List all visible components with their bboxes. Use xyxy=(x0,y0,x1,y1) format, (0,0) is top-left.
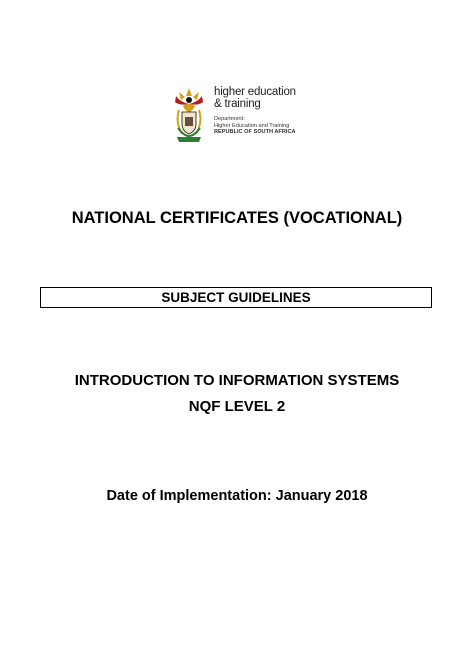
subject-title: INTRODUCTION TO INFORMATION SYSTEMS xyxy=(74,372,400,389)
logo-text xyxy=(214,87,334,136)
logo-line-higher-education: higher education xyxy=(214,86,296,98)
coat-of-arms-icon xyxy=(170,84,208,146)
logo-republic: REPUBLIC OF SOUTH AFRICA xyxy=(214,129,296,136)
document-title: NATIONAL CERTIFICATES (VOCATIONAL) xyxy=(71,209,403,227)
logo-department-name: Higher Education and Training xyxy=(214,122,290,129)
subject-guidelines-box: SUBJECT GUIDELINES xyxy=(40,287,432,308)
implementation-date: Date of Implementation: January 2018 xyxy=(106,488,368,504)
department-logo xyxy=(170,84,320,148)
nqf-level: NQF LEVEL 2 xyxy=(188,398,286,415)
logo-department-label: Department: xyxy=(214,116,245,122)
logo-line-training: & training xyxy=(214,97,261,110)
